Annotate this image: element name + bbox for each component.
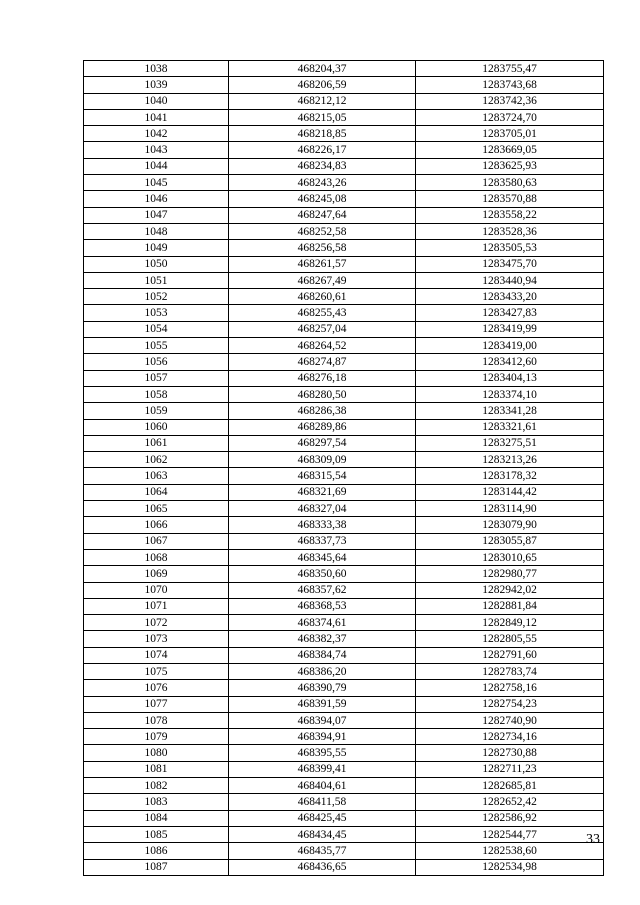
point-number-cell: 1058 bbox=[84, 386, 229, 402]
point-number-cell: 1059 bbox=[84, 403, 229, 419]
table-row bbox=[84, 745, 604, 761]
x-coordinate-cell: 468206,59 bbox=[229, 77, 416, 93]
y-coordinate-cell: 1282711,23 bbox=[416, 761, 604, 777]
table-row bbox=[84, 272, 604, 288]
y-coordinate-cell: 1282730,88 bbox=[416, 745, 604, 761]
x-coordinate-cell: 468276,18 bbox=[229, 370, 416, 386]
y-coordinate-cell: 1282544,77 bbox=[416, 826, 604, 842]
point-number-cell: 1067 bbox=[84, 533, 229, 549]
y-coordinate-cell: 1283055,87 bbox=[416, 533, 604, 549]
point-number-cell: 1085 bbox=[84, 826, 229, 842]
table-row bbox=[84, 419, 604, 435]
x-coordinate-cell: 468399,41 bbox=[229, 761, 416, 777]
y-coordinate-cell: 1282942,02 bbox=[416, 582, 604, 598]
x-coordinate-cell: 468337,73 bbox=[229, 533, 416, 549]
x-coordinate-cell: 468226,17 bbox=[229, 142, 416, 158]
x-coordinate-cell: 468436,65 bbox=[229, 859, 416, 875]
point-number-cell: 1056 bbox=[84, 354, 229, 370]
table-row bbox=[84, 631, 604, 647]
y-coordinate-cell: 1282805,55 bbox=[416, 631, 604, 647]
point-number-cell: 1071 bbox=[84, 598, 229, 614]
table-row bbox=[84, 680, 604, 696]
point-number-cell: 1047 bbox=[84, 207, 229, 223]
y-coordinate-cell: 1282849,12 bbox=[416, 615, 604, 631]
table-row bbox=[84, 109, 604, 125]
table-row bbox=[84, 354, 604, 370]
point-number-cell: 1086 bbox=[84, 843, 229, 859]
x-coordinate-cell: 468264,52 bbox=[229, 338, 416, 354]
x-coordinate-cell: 468297,54 bbox=[229, 435, 416, 451]
y-coordinate-cell: 1283742,36 bbox=[416, 93, 604, 109]
table-row bbox=[84, 256, 604, 272]
table-row bbox=[84, 566, 604, 582]
point-number-cell: 1076 bbox=[84, 680, 229, 696]
table-row bbox=[84, 810, 604, 826]
table-row bbox=[84, 794, 604, 810]
x-coordinate-cell: 468261,57 bbox=[229, 256, 416, 272]
table-row bbox=[84, 533, 604, 549]
point-number-cell: 1082 bbox=[84, 778, 229, 794]
point-number-cell: 1074 bbox=[84, 647, 229, 663]
y-coordinate-cell: 1282740,90 bbox=[416, 712, 604, 728]
point-number-cell: 1087 bbox=[84, 859, 229, 875]
point-number-cell: 1080 bbox=[84, 745, 229, 761]
y-coordinate-cell: 1283433,20 bbox=[416, 289, 604, 305]
y-coordinate-cell: 1283580,63 bbox=[416, 175, 604, 191]
y-coordinate-cell: 1283505,53 bbox=[416, 240, 604, 256]
y-coordinate-cell: 1282586,92 bbox=[416, 810, 604, 826]
point-number-cell: 1050 bbox=[84, 256, 229, 272]
table-row bbox=[84, 93, 604, 109]
y-coordinate-cell: 1283144,42 bbox=[416, 484, 604, 500]
y-coordinate-cell: 1283625,93 bbox=[416, 158, 604, 174]
point-number-cell: 1084 bbox=[84, 810, 229, 826]
point-number-cell: 1060 bbox=[84, 419, 229, 435]
x-coordinate-cell: 468252,58 bbox=[229, 223, 416, 239]
x-coordinate-cell: 468394,91 bbox=[229, 729, 416, 745]
x-coordinate-cell: 468425,45 bbox=[229, 810, 416, 826]
table-row bbox=[84, 175, 604, 191]
point-number-cell: 1079 bbox=[84, 729, 229, 745]
point-number-cell: 1046 bbox=[84, 191, 229, 207]
x-coordinate-cell: 468386,20 bbox=[229, 663, 416, 679]
x-coordinate-cell: 468411,58 bbox=[229, 794, 416, 810]
y-coordinate-cell: 1283427,83 bbox=[416, 305, 604, 321]
y-coordinate-cell: 1282685,81 bbox=[416, 778, 604, 794]
table-row bbox=[84, 663, 604, 679]
y-coordinate-cell: 1282652,42 bbox=[416, 794, 604, 810]
table-row bbox=[84, 305, 604, 321]
x-coordinate-cell: 468289,86 bbox=[229, 419, 416, 435]
point-number-cell: 1048 bbox=[84, 223, 229, 239]
x-coordinate-cell: 468327,04 bbox=[229, 501, 416, 517]
table-row bbox=[84, 158, 604, 174]
y-coordinate-cell: 1282881,84 bbox=[416, 598, 604, 614]
y-coordinate-cell: 1282754,23 bbox=[416, 696, 604, 712]
point-number-cell: 1038 bbox=[84, 61, 229, 77]
y-coordinate-cell: 1283321,61 bbox=[416, 419, 604, 435]
x-coordinate-cell: 468434,45 bbox=[229, 826, 416, 842]
point-number-cell: 1073 bbox=[84, 631, 229, 647]
x-coordinate-cell: 468345,64 bbox=[229, 549, 416, 565]
table-row bbox=[84, 61, 604, 77]
point-number-cell: 1075 bbox=[84, 663, 229, 679]
y-coordinate-cell: 1282980,77 bbox=[416, 566, 604, 582]
y-coordinate-cell: 1283558,22 bbox=[416, 207, 604, 223]
y-coordinate-cell: 1283419,99 bbox=[416, 321, 604, 337]
y-coordinate-cell: 1282538,60 bbox=[416, 843, 604, 859]
table-row bbox=[84, 435, 604, 451]
x-coordinate-cell: 468218,85 bbox=[229, 126, 416, 142]
point-number-cell: 1039 bbox=[84, 77, 229, 93]
table-row bbox=[84, 386, 604, 402]
table-row bbox=[84, 321, 604, 337]
x-coordinate-cell: 468395,55 bbox=[229, 745, 416, 761]
x-coordinate-cell: 468374,61 bbox=[229, 615, 416, 631]
x-coordinate-cell: 468280,50 bbox=[229, 386, 416, 402]
table-row bbox=[84, 826, 604, 842]
point-number-cell: 1069 bbox=[84, 566, 229, 582]
table-row bbox=[84, 598, 604, 614]
point-number-cell: 1055 bbox=[84, 338, 229, 354]
point-number-cell: 1064 bbox=[84, 484, 229, 500]
point-number-cell: 1045 bbox=[84, 175, 229, 191]
x-coordinate-cell: 468404,61 bbox=[229, 778, 416, 794]
point-number-cell: 1072 bbox=[84, 615, 229, 631]
table-row bbox=[84, 549, 604, 565]
table-row bbox=[84, 647, 604, 663]
point-number-cell: 1054 bbox=[84, 321, 229, 337]
point-number-cell: 1083 bbox=[84, 794, 229, 810]
y-coordinate-cell: 1283374,10 bbox=[416, 386, 604, 402]
x-coordinate-cell: 468390,79 bbox=[229, 680, 416, 696]
table-row bbox=[84, 126, 604, 142]
y-coordinate-cell: 1283743,68 bbox=[416, 77, 604, 93]
y-coordinate-cell: 1282783,74 bbox=[416, 663, 604, 679]
table-row bbox=[84, 712, 604, 728]
y-coordinate-cell: 1283669,05 bbox=[416, 142, 604, 158]
table-row bbox=[84, 142, 604, 158]
point-number-cell: 1077 bbox=[84, 696, 229, 712]
point-number-cell: 1041 bbox=[84, 109, 229, 125]
y-coordinate-cell: 1283010,65 bbox=[416, 549, 604, 565]
x-coordinate-cell: 468215,05 bbox=[229, 109, 416, 125]
y-coordinate-cell: 1283724,70 bbox=[416, 109, 604, 125]
x-coordinate-cell: 468357,62 bbox=[229, 582, 416, 598]
x-coordinate-cell: 468260,61 bbox=[229, 289, 416, 305]
y-coordinate-cell: 1283412,60 bbox=[416, 354, 604, 370]
x-coordinate-cell: 468321,69 bbox=[229, 484, 416, 500]
x-coordinate-cell: 468245,08 bbox=[229, 191, 416, 207]
x-coordinate-cell: 468309,09 bbox=[229, 452, 416, 468]
x-coordinate-cell: 468243,26 bbox=[229, 175, 416, 191]
y-coordinate-cell: 1282534,98 bbox=[416, 859, 604, 875]
x-coordinate-cell: 468333,38 bbox=[229, 517, 416, 533]
x-coordinate-cell: 468204,37 bbox=[229, 61, 416, 77]
y-coordinate-cell: 1283341,28 bbox=[416, 403, 604, 419]
table-row bbox=[84, 696, 604, 712]
point-number-cell: 1061 bbox=[84, 435, 229, 451]
y-coordinate-cell: 1282734,16 bbox=[416, 729, 604, 745]
point-number-cell: 1070 bbox=[84, 582, 229, 598]
table-row bbox=[84, 761, 604, 777]
point-number-cell: 1051 bbox=[84, 272, 229, 288]
x-coordinate-cell: 468255,43 bbox=[229, 305, 416, 321]
point-number-cell: 1078 bbox=[84, 712, 229, 728]
point-number-cell: 1053 bbox=[84, 305, 229, 321]
coordinates-table-body bbox=[84, 61, 604, 876]
y-coordinate-cell: 1283755,47 bbox=[416, 61, 604, 77]
x-coordinate-cell: 468384,74 bbox=[229, 647, 416, 663]
point-number-cell: 1081 bbox=[84, 761, 229, 777]
point-number-cell: 1044 bbox=[84, 158, 229, 174]
x-coordinate-cell: 468256,58 bbox=[229, 240, 416, 256]
x-coordinate-cell: 468257,04 bbox=[229, 321, 416, 337]
x-coordinate-cell: 468382,37 bbox=[229, 631, 416, 647]
y-coordinate-cell: 1282758,16 bbox=[416, 680, 604, 696]
x-coordinate-cell: 468435,77 bbox=[229, 843, 416, 859]
point-number-cell: 1049 bbox=[84, 240, 229, 256]
x-coordinate-cell: 468286,38 bbox=[229, 403, 416, 419]
table-row bbox=[84, 403, 604, 419]
table-row bbox=[84, 452, 604, 468]
y-coordinate-cell: 1283570,88 bbox=[416, 191, 604, 207]
table-row bbox=[84, 484, 604, 500]
y-coordinate-cell: 1283440,94 bbox=[416, 272, 604, 288]
point-number-cell: 1068 bbox=[84, 549, 229, 565]
table-row bbox=[84, 501, 604, 517]
point-number-cell: 1043 bbox=[84, 142, 229, 158]
table-row bbox=[84, 191, 604, 207]
table-row bbox=[84, 338, 604, 354]
table-row bbox=[84, 582, 604, 598]
x-coordinate-cell: 468212,12 bbox=[229, 93, 416, 109]
x-coordinate-cell: 468315,54 bbox=[229, 468, 416, 484]
x-coordinate-cell: 468368,53 bbox=[229, 598, 416, 614]
point-number-cell: 1062 bbox=[84, 452, 229, 468]
y-coordinate-cell: 1283275,51 bbox=[416, 435, 604, 451]
point-number-cell: 1052 bbox=[84, 289, 229, 305]
x-coordinate-cell: 468394,07 bbox=[229, 712, 416, 728]
table-row bbox=[84, 859, 604, 875]
y-coordinate-cell: 1283705,01 bbox=[416, 126, 604, 142]
point-number-cell: 1042 bbox=[84, 126, 229, 142]
x-coordinate-cell: 468274,87 bbox=[229, 354, 416, 370]
table-row bbox=[84, 517, 604, 533]
point-number-cell: 1063 bbox=[84, 468, 229, 484]
y-coordinate-cell: 1283178,32 bbox=[416, 468, 604, 484]
x-coordinate-cell: 468247,64 bbox=[229, 207, 416, 223]
table-row bbox=[84, 77, 604, 93]
table-row bbox=[84, 729, 604, 745]
y-coordinate-cell: 1283475,70 bbox=[416, 256, 604, 272]
y-coordinate-cell: 1283213,26 bbox=[416, 452, 604, 468]
table-row bbox=[84, 778, 604, 794]
table-row bbox=[84, 207, 604, 223]
table-row bbox=[84, 615, 604, 631]
point-number-cell: 1057 bbox=[84, 370, 229, 386]
point-number-cell: 1065 bbox=[84, 501, 229, 517]
point-number-cell: 1066 bbox=[84, 517, 229, 533]
x-coordinate-cell: 468391,59 bbox=[229, 696, 416, 712]
table-row bbox=[84, 468, 604, 484]
point-number-cell: 1040 bbox=[84, 93, 229, 109]
page-number: 33 bbox=[586, 832, 600, 847]
table-row bbox=[84, 289, 604, 305]
x-coordinate-cell: 468234,83 bbox=[229, 158, 416, 174]
y-coordinate-cell: 1283528,36 bbox=[416, 223, 604, 239]
x-coordinate-cell: 468350,60 bbox=[229, 566, 416, 582]
coordinates-table bbox=[83, 60, 604, 876]
y-coordinate-cell: 1283404,13 bbox=[416, 370, 604, 386]
table-row bbox=[84, 843, 604, 859]
y-coordinate-cell: 1283419,00 bbox=[416, 338, 604, 354]
table-row bbox=[84, 370, 604, 386]
y-coordinate-cell: 1282791,60 bbox=[416, 647, 604, 663]
y-coordinate-cell: 1283114,90 bbox=[416, 501, 604, 517]
x-coordinate-cell: 468267,49 bbox=[229, 272, 416, 288]
table-row bbox=[84, 223, 604, 239]
y-coordinate-cell: 1283079,90 bbox=[416, 517, 604, 533]
table-row bbox=[84, 240, 604, 256]
